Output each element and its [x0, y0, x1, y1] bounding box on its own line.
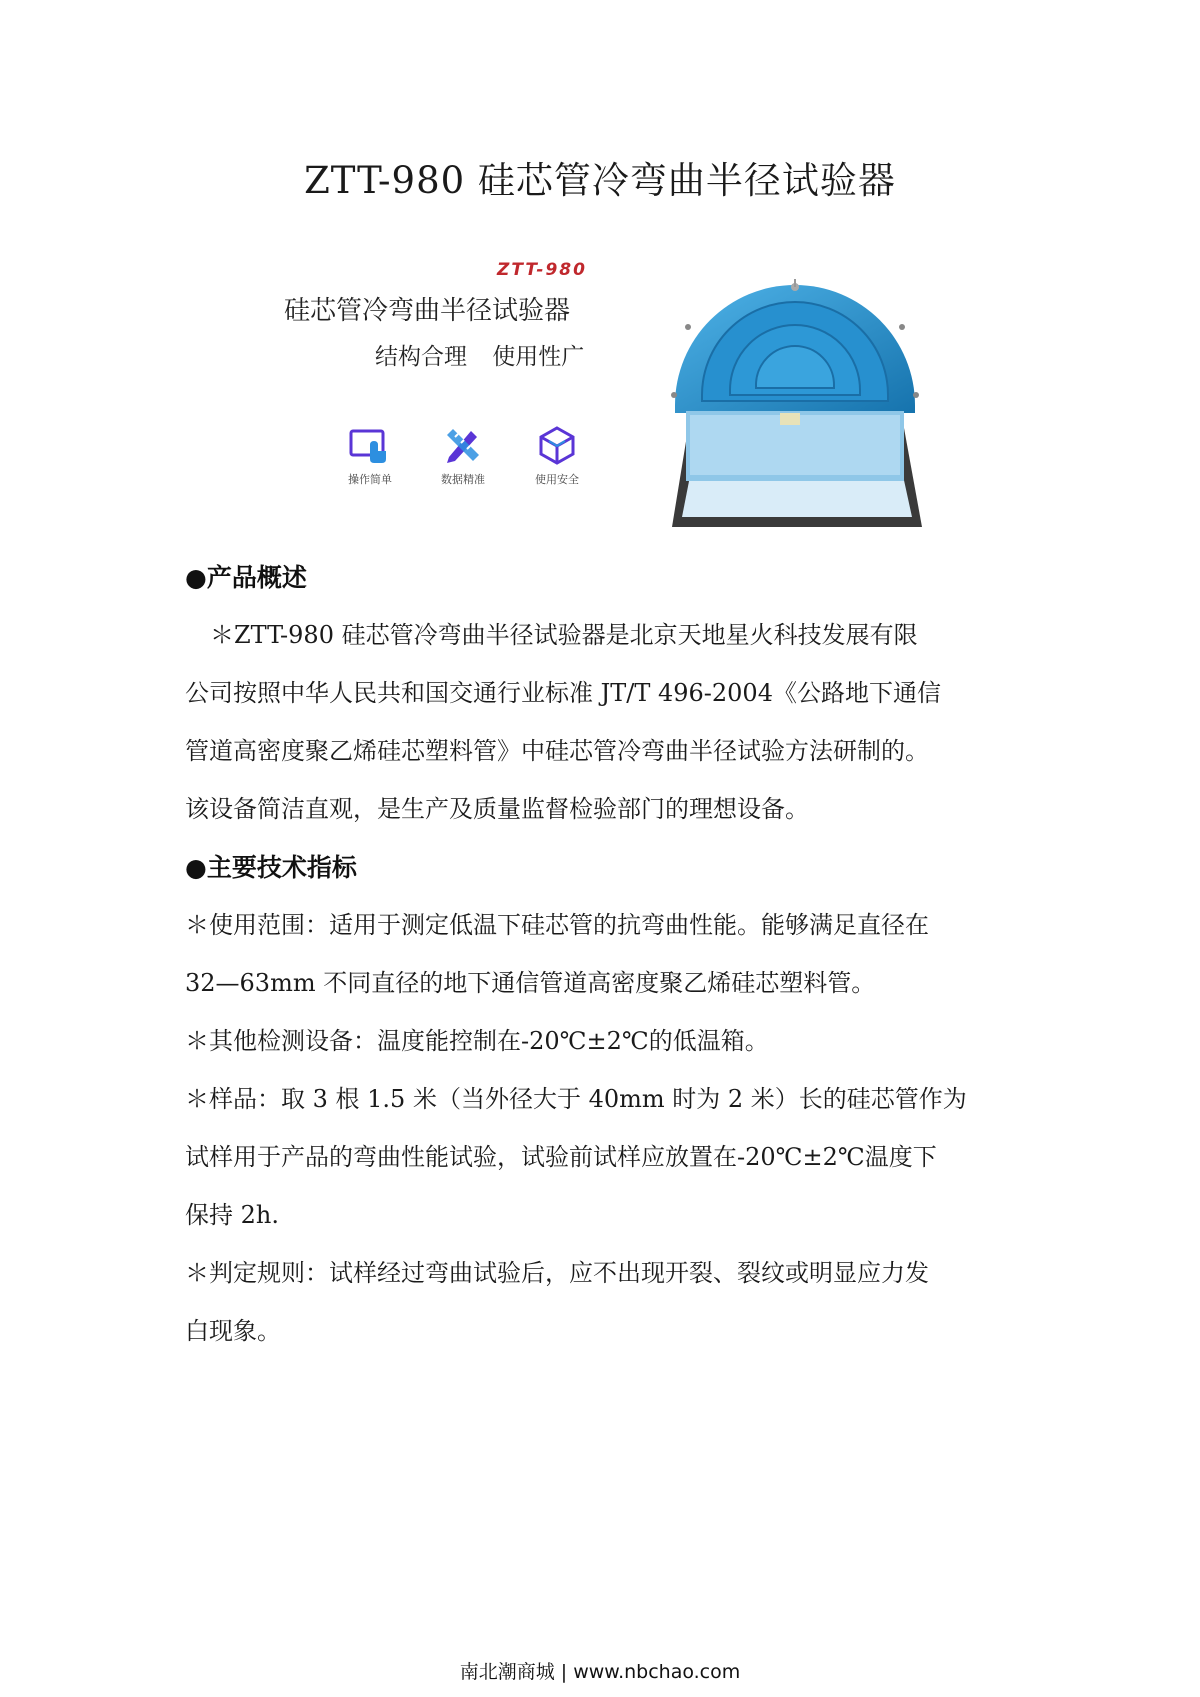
spec-line: ＊使用范围：适用于测定低温下硅芯管的抗弯曲性能。能够满足直径在	[185, 911, 929, 939]
spec-line: 试样用于产品的弯曲性能试验，试验前试样应放置在-20℃±2℃温度下	[185, 1143, 937, 1171]
spec-line: ＊判定规则：试样经过弯曲试验后，应不出现开裂、裂纹或明显应力发	[185, 1259, 929, 1287]
overview-line: 管道高密度聚乙烯硅芯塑料管》中硅芯管冷弯曲半径试验方法研制的。	[185, 737, 929, 765]
spec-line: 保持 2h.	[185, 1201, 279, 1229]
feature-label: 使用安全	[535, 473, 579, 486]
feature-easy-operation	[325, 425, 415, 487]
feature-safe-use	[512, 425, 602, 487]
cube-icon	[535, 425, 579, 465]
page-title: ZTT-980 硅芯管冷弯曲半径试验器	[304, 159, 896, 202]
footer-text: 南北潮商城 | www.nbchao.com	[459, 1661, 741, 1683]
banner-slogan: 结构合理 使用性广	[375, 344, 585, 370]
specs-heading: ●主要技术指标	[185, 853, 357, 882]
feature-label: 操作简单	[348, 473, 392, 486]
banner-product-name: 硅芯管冷弯曲半径试验器	[284, 296, 571, 326]
overview-heading: ●产品概述	[185, 563, 307, 592]
banner-model-tag: ZTT-980	[497, 260, 587, 280]
overview-line: ＊ZTT-980 硅芯管冷弯曲半径试验器是北京天地星火科技发展有限	[210, 621, 918, 649]
feature-label: 数据精准	[441, 473, 485, 486]
feature-accurate-data	[418, 425, 508, 487]
spec-line: 白现象。	[185, 1317, 281, 1345]
overview-line: 该设备简洁直观，是生产及质量监督检验部门的理想设备。	[185, 795, 809, 823]
spec-line: ＊其他检测设备：温度能控制在-20℃±2℃的低温箱。	[185, 1027, 769, 1055]
tablet-touch-icon	[348, 425, 392, 465]
spec-line: ＊样品：取 3 根 1.5 米（当外径大于 40mm 时为 2 米）长的硅芯管作为	[185, 1085, 967, 1113]
test-device-image	[660, 235, 930, 535]
pencil-ruler-icon	[441, 425, 485, 465]
spec-line: 32—63mm 不同直径的地下通信管道高密度聚乙烯硅芯塑料管。	[185, 969, 876, 997]
overview-line: 公司按照中华人民共和国交通行业标准 JT/T 496-2004《公路地下通信	[185, 679, 941, 707]
